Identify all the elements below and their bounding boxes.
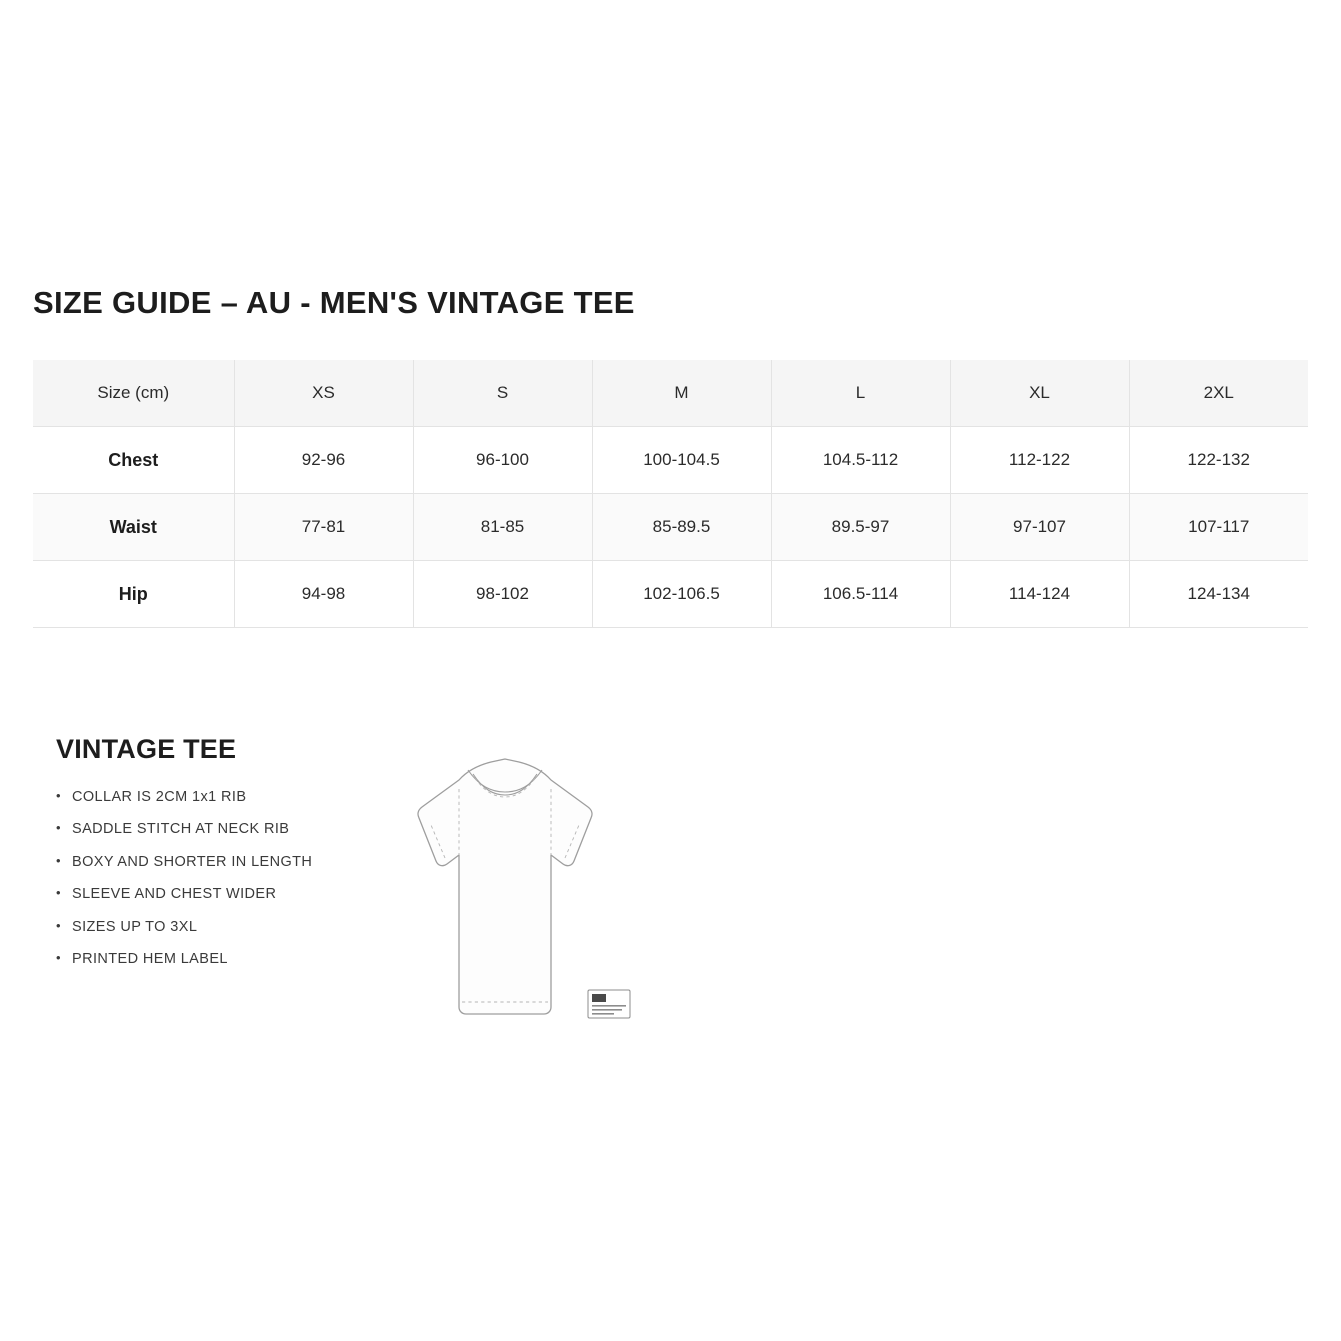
- list-item: • COLLAR IS 2CM 1x1 RIB: [56, 789, 386, 805]
- cell-hip-m: 102-106.5: [592, 561, 771, 628]
- row-label-waist: Waist: [33, 494, 234, 561]
- column-header-m: M: [592, 360, 771, 427]
- product-feature-list: [56, 789, 386, 983]
- row-label-hip: Hip: [33, 561, 234, 628]
- row-label-chest: Chest: [33, 427, 234, 494]
- size-chart-table: [33, 360, 1308, 628]
- cell-hip-l: 106.5-114: [771, 561, 950, 628]
- column-header-l: L: [771, 360, 950, 427]
- table-header: [33, 360, 1308, 427]
- table-body: [33, 427, 1308, 628]
- cell-chest-2xl: 122-132: [1129, 427, 1308, 494]
- cell-waist-l: 89.5-97: [771, 494, 950, 561]
- table-row: [33, 427, 1308, 494]
- cell-chest-s: 96-100: [413, 427, 592, 494]
- table-header-row: [33, 360, 1308, 427]
- cell-chest-m: 100-104.5: [592, 427, 771, 494]
- product-title: VINTAGE TEE: [56, 734, 237, 765]
- cell-chest-l: 104.5-112: [771, 427, 950, 494]
- list-item: • BOXY AND SHORTER IN LENGTH: [56, 854, 386, 870]
- column-header-xs: XS: [234, 360, 413, 427]
- column-header-size: Size (cm): [33, 360, 234, 427]
- table-row: [33, 561, 1308, 628]
- table-row: [33, 494, 1308, 561]
- cell-hip-2xl: 124-134: [1129, 561, 1308, 628]
- column-header-s: S: [413, 360, 592, 427]
- column-header-2xl: 2XL: [1129, 360, 1308, 427]
- hem-label: [588, 990, 630, 1018]
- cell-hip-xl: 114-124: [950, 561, 1129, 628]
- list-item: • PRINTED HEM LABEL: [56, 951, 386, 967]
- cell-waist-2xl: 107-117: [1129, 494, 1308, 561]
- cell-waist-xl: 97-107: [950, 494, 1129, 561]
- tshirt-illustration: [355, 745, 655, 1045]
- cell-chest-xl: 112-122: [950, 427, 1129, 494]
- cell-waist-xs: 77-81: [234, 494, 413, 561]
- cell-waist-m: 85-89.5: [592, 494, 771, 561]
- cell-hip-s: 98-102: [413, 561, 592, 628]
- page-title: SIZE GUIDE – AU - MEN'S VINTAGE TEE: [33, 284, 635, 320]
- cell-hip-xs: 94-98: [234, 561, 413, 628]
- list-item: • SLEEVE AND CHEST WIDER: [56, 886, 386, 902]
- cell-chest-xs: 92-96: [234, 427, 413, 494]
- list-item: • SIZES UP TO 3XL: [56, 919, 386, 935]
- list-item: • SADDLE STITCH AT NECK RIB: [56, 821, 386, 837]
- tshirt-technical-drawing-svg: [355, 745, 655, 1045]
- column-header-xl: XL: [950, 360, 1129, 427]
- cell-waist-s: 81-85: [413, 494, 592, 561]
